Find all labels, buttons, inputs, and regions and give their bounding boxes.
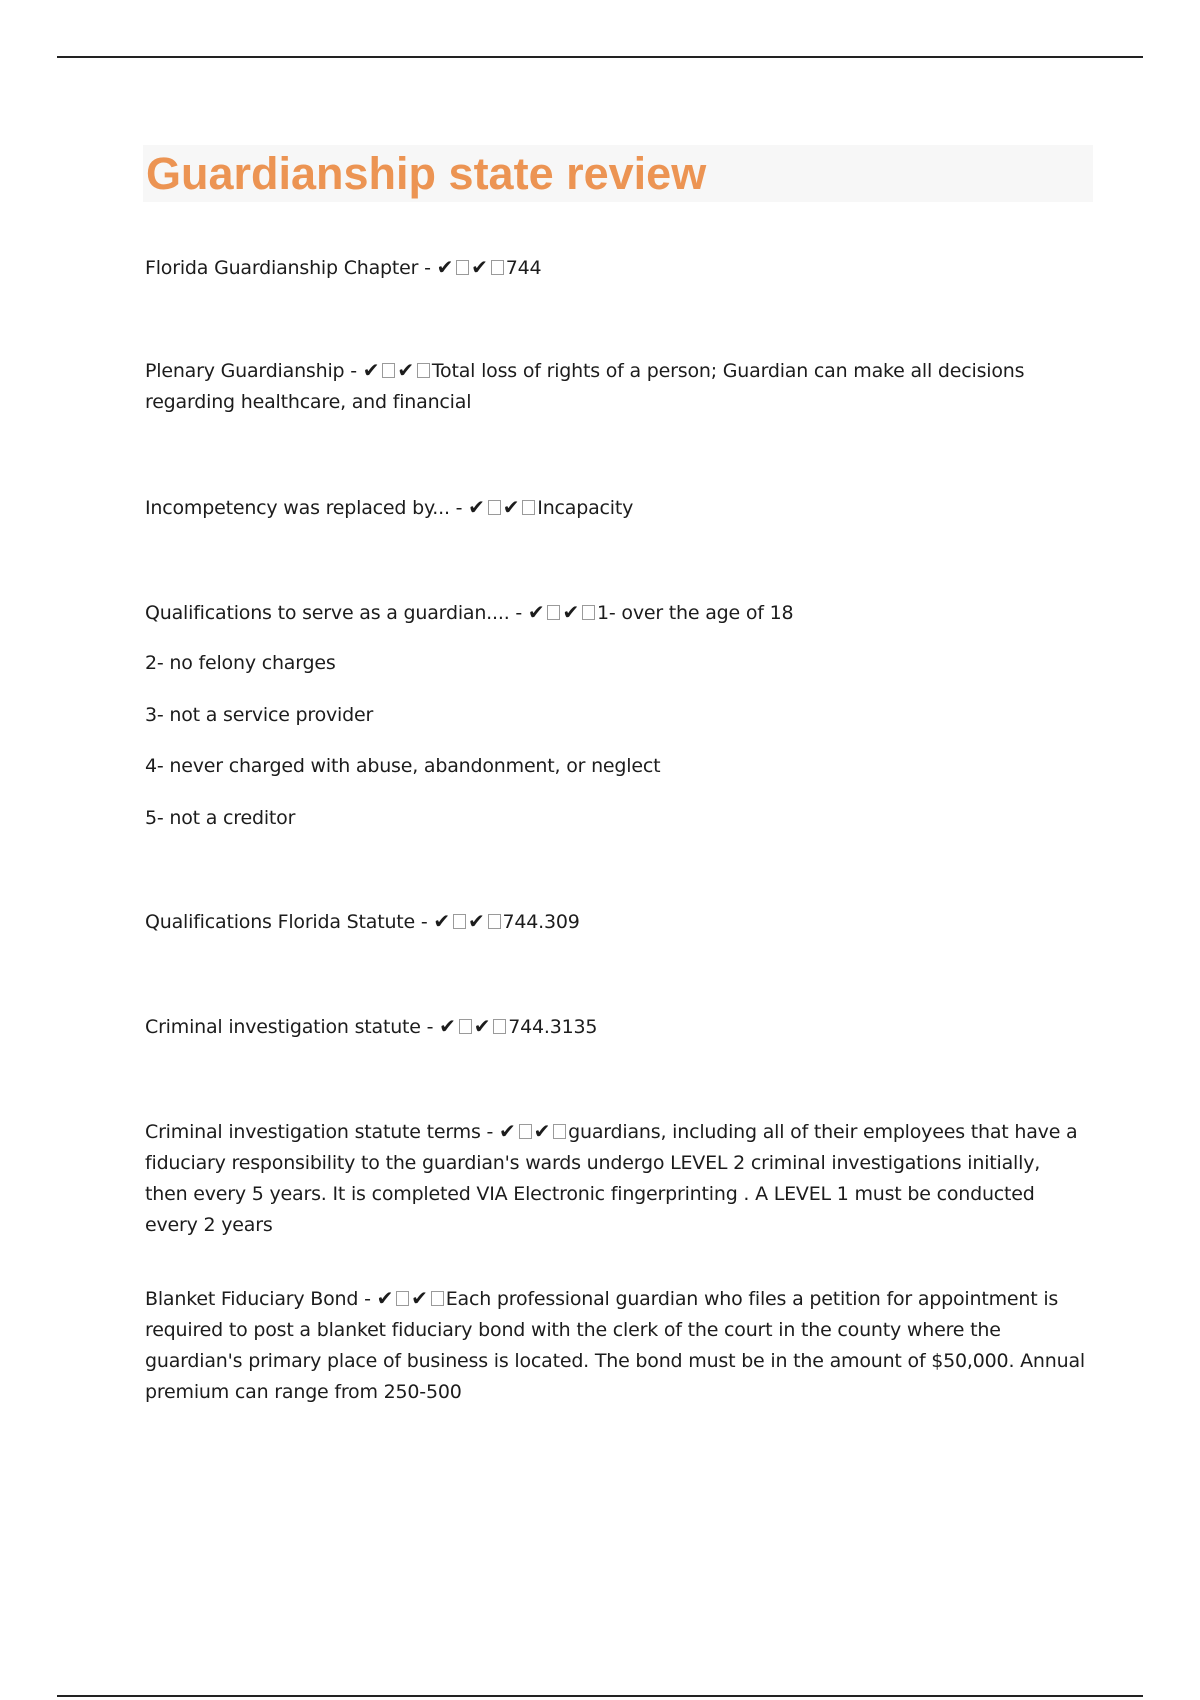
missing-glyph-box-icon <box>582 605 595 620</box>
qa-item-blanket-bond <box>145 1283 1085 1408</box>
missing-glyph-box-icon <box>456 260 469 275</box>
qa-item-chapter <box>145 252 1085 284</box>
missing-glyph-box-icon <box>522 500 535 515</box>
qa-separator: - <box>358 1288 377 1310</box>
qa-answer: 744.309 <box>502 911 580 933</box>
qualification-list-item: 2- no felony charges <box>145 652 336 674</box>
missing-glyph-box-icon <box>453 914 466 929</box>
footer-rule <box>57 1695 1143 1697</box>
answer-marker <box>377 1288 446 1310</box>
check-icon: ✔ <box>411 1286 428 1310</box>
missing-glyph-box-icon <box>547 605 560 620</box>
check-icon: ✔ <box>533 1119 551 1143</box>
qa-item-plenary <box>145 355 1085 418</box>
qa-term: Qualifications to serve as a guardian.... <box>145 602 510 624</box>
qa-answer: guardians, including all of their employees that have a fiduciary responsibility to the guardian's wards undergo LEVEL 2 criminal investigations initially, then every 5 years. It is completed VIA Electronic fingerprinting . A LEVEL 1 must be conducted every 2 years <box>145 1121 1078 1236</box>
qa-term: Criminal investigation statute <box>145 1016 421 1038</box>
answer-marker <box>468 497 537 519</box>
check-icon: ✔ <box>436 255 454 279</box>
check-icon: ✔ <box>362 358 380 382</box>
check-icon: ✔ <box>562 600 580 624</box>
missing-glyph-box-icon <box>519 1124 532 1139</box>
check-icon: ✔ <box>502 495 520 519</box>
qa-item-criminal-statute-terms <box>145 1116 1085 1241</box>
missing-glyph-box-icon <box>553 1124 566 1139</box>
qa-separator: - <box>418 257 437 279</box>
missing-glyph-box-icon <box>488 914 501 929</box>
qualification-list-item: 4- never charged with abuse, abandonment, or neglect <box>145 755 661 777</box>
qa-item-incompetency <box>145 492 1085 524</box>
missing-glyph-box-icon <box>491 260 504 275</box>
answer-marker <box>437 257 506 279</box>
qa-term: Florida Guardianship Chapter <box>145 257 419 279</box>
qa-separator: - <box>344 360 363 382</box>
qa-answer: 744 <box>505 257 542 279</box>
check-icon: ✔ <box>473 1014 491 1038</box>
qa-term: Criminal investigation statute terms <box>145 1121 481 1143</box>
qa-separator: - <box>509 602 528 624</box>
answer-marker <box>439 1016 508 1038</box>
check-icon: ✔ <box>397 358 414 382</box>
missing-glyph-box-icon <box>431 1291 444 1306</box>
qa-item-qualifications <box>145 597 1085 629</box>
check-icon: ✔ <box>499 1119 516 1143</box>
qa-term: Blanket Fiduciary Bond <box>145 1288 359 1310</box>
qa-separator: - <box>480 1121 499 1143</box>
qa-term: Plenary Guardianship <box>145 360 345 382</box>
missing-glyph-box-icon <box>493 1019 506 1034</box>
check-icon: ✔ <box>467 909 485 933</box>
answer-marker <box>499 1121 568 1143</box>
qa-separator: - <box>420 1016 440 1038</box>
check-icon: ✔ <box>527 600 545 624</box>
missing-glyph-box-icon <box>417 363 430 378</box>
qa-answer: Each professional guardian who files a petition for appointment is required to post a blanket fiduciary bond with the clerk of the court in the county where the guardian's primary place of business is located. The bond must be in the amount of $50,000. Annual premium can range from 250-500 <box>145 1288 1085 1403</box>
missing-glyph-box-icon <box>459 1019 472 1034</box>
missing-glyph-box-icon <box>488 500 501 515</box>
qa-item-criminal-statute <box>145 1011 1085 1043</box>
qa-answer: 744.3135 <box>508 1016 598 1038</box>
qualification-list-item: 3- not a service provider <box>145 704 374 726</box>
check-icon: ✔ <box>439 1014 456 1038</box>
check-icon: ✔ <box>376 1286 394 1310</box>
qualification-list-item: 5- not a creditor <box>145 807 296 829</box>
check-icon: ✔ <box>471 255 488 279</box>
qa-answer: 1- over the age of 18 <box>597 602 794 624</box>
answer-marker <box>363 360 432 382</box>
check-icon: ✔ <box>433 909 450 933</box>
qa-answer: Incapacity <box>537 497 634 519</box>
page-title: Guardianship state review <box>146 148 707 199</box>
qa-separator: - <box>449 497 469 519</box>
missing-glyph-box-icon <box>396 1291 409 1306</box>
qa-item-qualifications-statute <box>145 906 1085 938</box>
qa-term: Incompetency was replaced by... <box>145 497 450 519</box>
check-icon: ✔ <box>468 495 485 519</box>
header-rule <box>57 56 1143 58</box>
answer-marker <box>433 911 502 933</box>
qa-answer: Total loss of rights of a person; Guardian can make all decisions regarding healthcare, and financial <box>145 360 1025 413</box>
missing-glyph-box-icon <box>382 363 395 378</box>
qa-separator: - <box>415 911 434 933</box>
answer-marker <box>528 602 597 624</box>
qa-term: Qualifications Florida Statute <box>145 911 416 933</box>
